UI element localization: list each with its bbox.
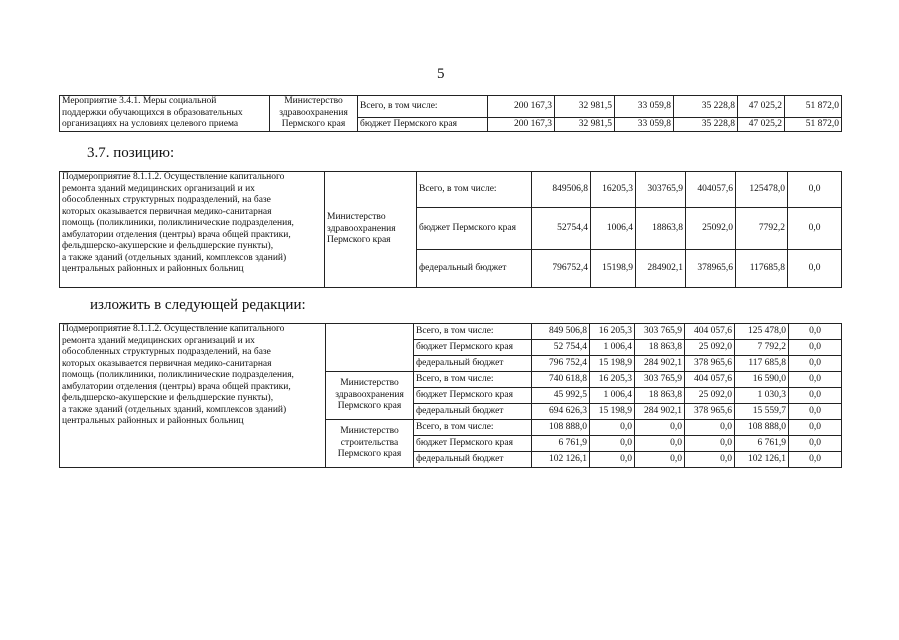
subevent-table-new <box>59 323 842 468</box>
value-cell: 125478,0 <box>736 172 788 208</box>
value-cell: 1 006,4 <box>590 388 635 404</box>
page-number: 5 <box>437 66 445 82</box>
value-cell: 16205,3 <box>591 172 636 208</box>
executor-cell: Министерство здравоохранения Пермского края <box>325 172 417 288</box>
value-cell: 15 198,9 <box>590 356 635 372</box>
value-cell: 0,0 <box>789 356 842 372</box>
value-cell: 0,0 <box>590 436 635 452</box>
value-cell: 6 761,9 <box>735 436 789 452</box>
value-cell: 0,0 <box>635 420 685 436</box>
measure-table-3-4-1 <box>59 95 842 132</box>
value-cell: 303765,9 <box>636 172 686 208</box>
value-cell: 0,0 <box>789 452 842 468</box>
executor-cell <box>326 324 414 372</box>
value-cell: 0,0 <box>789 404 842 420</box>
value-cell: 7792,2 <box>736 208 788 250</box>
value-cell: 0,0 <box>590 420 635 436</box>
value-cell: 0,0 <box>685 420 735 436</box>
value-cell: 284 902,1 <box>635 356 685 372</box>
funding-source: бюджет Пермского края <box>358 118 488 132</box>
funding-source: бюджет Пермского края <box>414 388 532 404</box>
value-cell: 25092,0 <box>686 208 736 250</box>
value-cell: 102 126,1 <box>735 452 789 468</box>
value-cell: 0,0 <box>789 324 842 340</box>
value-cell: 0,0 <box>788 172 842 208</box>
value-cell: 33 059,8 <box>615 96 674 118</box>
value-cell: 0,0 <box>685 452 735 468</box>
subevent-description: Подмероприятие 8.1.1.2. Осуществление капитального ремонта зданий медицинских организаций и их обособленных структурных подразделений, на базе которых оказывается первичная медико-санитарная помощь (поликлиники, поликлинические подразделения, амбулатории отделения (центры) врача общей практики, фельдшерско-акушерские и фельдшерские пункты), а также зданий (отдельных зданий, комплексов зданий) центральных районных и районных больниц <box>60 172 325 288</box>
executor-cell: Министерство строительства Пермского края <box>326 420 414 468</box>
funding-source: федеральный бюджет <box>417 250 532 288</box>
funding-source: Всего, в том числе: <box>414 324 532 340</box>
funding-source: федеральный бюджет <box>414 404 532 420</box>
value-cell: 1006,4 <box>591 208 636 250</box>
funding-source: Всего, в том числе: <box>414 372 532 388</box>
value-cell: 47 025,2 <box>738 96 785 118</box>
subevent-table-old <box>59 171 842 288</box>
value-cell: 35 228,8 <box>674 96 738 118</box>
funding-source: федеральный бюджет <box>414 356 532 372</box>
value-cell: 7 792,2 <box>735 340 789 356</box>
value-cell: 694 626,3 <box>532 404 590 420</box>
value-cell: 16 205,3 <box>590 324 635 340</box>
funding-source: бюджет Пермского края <box>414 340 532 356</box>
value-cell: 6 761,9 <box>532 436 590 452</box>
value-cell: 35 228,8 <box>674 118 738 132</box>
value-cell: 108 888,0 <box>735 420 789 436</box>
value-cell: 849 506,8 <box>532 324 590 340</box>
value-cell: 0,0 <box>685 436 735 452</box>
value-cell: 0,0 <box>789 420 842 436</box>
value-cell: 284 902,1 <box>635 404 685 420</box>
value-cell: 378965,6 <box>686 250 736 288</box>
value-cell: 0,0 <box>789 436 842 452</box>
value-cell: 18 863,8 <box>635 340 685 356</box>
value-cell: 18863,8 <box>636 208 686 250</box>
subevent-description: Подмероприятие 8.1.1.2. Осуществление капитального ремонта зданий медицинских организаций и их обособленных структурных подразделений, на базе которых оказывается первичная медико-санитарная помощь (поликлиники, поликлинические подразделения, амбулатории отделения (центры) врача общей практики, фельдшерско-акушерские и фельдшерские пункты), а также зданий (отдельных зданий, комплексов зданий) центральных районных и районных больниц <box>60 324 326 468</box>
value-cell: 102 126,1 <box>532 452 590 468</box>
funding-source: бюджет Пермского края <box>417 208 532 250</box>
value-cell: 0,0 <box>789 388 842 404</box>
value-cell: 0,0 <box>590 452 635 468</box>
value-cell: 125 478,0 <box>735 324 789 340</box>
value-cell: 47 025,2 <box>738 118 785 132</box>
value-cell: 51 872,0 <box>785 96 842 118</box>
value-cell: 18 863,8 <box>635 388 685 404</box>
value-cell: 0,0 <box>635 452 685 468</box>
value-cell: 25 092,0 <box>685 388 735 404</box>
value-cell: 117 685,8 <box>735 356 789 372</box>
value-cell: 1 006,4 <box>590 340 635 356</box>
value-cell: 849506,8 <box>532 172 591 208</box>
value-cell: 33 059,8 <box>615 118 674 132</box>
value-cell: 52 754,4 <box>532 340 590 356</box>
value-cell: 52754,4 <box>532 208 591 250</box>
value-cell: 15 559,7 <box>735 404 789 420</box>
value-cell: 404057,6 <box>686 172 736 208</box>
value-cell: 32 981,5 <box>555 118 615 132</box>
value-cell: 25 092,0 <box>685 340 735 356</box>
value-cell: 108 888,0 <box>532 420 590 436</box>
value-cell: 378 965,6 <box>685 356 735 372</box>
value-cell: 15198,9 <box>591 250 636 288</box>
value-cell: 200 167,3 <box>488 96 555 118</box>
value-cell: 200 167,3 <box>488 118 555 132</box>
value-cell: 0,0 <box>789 340 842 356</box>
funding-source: Всего, в том числе: <box>358 96 488 118</box>
executor-cell: Министерство здравоохранения Пермского края <box>326 372 414 420</box>
value-cell: 45 992,5 <box>532 388 590 404</box>
value-cell: 284902,1 <box>636 250 686 288</box>
funding-source: бюджет Пермского края <box>414 436 532 452</box>
value-cell: 0,0 <box>788 208 842 250</box>
value-cell: 15 198,9 <box>590 404 635 420</box>
value-cell: 404 057,6 <box>685 372 735 388</box>
value-cell: 117685,8 <box>736 250 788 288</box>
section-heading: 3.7. позицию: <box>87 145 175 161</box>
value-cell: 1 030,3 <box>735 388 789 404</box>
table-row <box>60 324 842 340</box>
funding-source: Всего, в том числе: <box>414 420 532 436</box>
value-cell: 303 765,9 <box>635 324 685 340</box>
value-cell: 378 965,6 <box>685 404 735 420</box>
value-cell: 32 981,5 <box>555 96 615 118</box>
section-heading: изложить в следующей редакции: <box>90 297 306 313</box>
value-cell: 16 205,3 <box>590 372 635 388</box>
value-cell: 740 618,8 <box>532 372 590 388</box>
executor-cell: Министерство здравоохранения Пермского края <box>270 96 358 132</box>
value-cell: 0,0 <box>789 372 842 388</box>
value-cell: 404 057,6 <box>685 324 735 340</box>
measure-description: Мероприятие 3.4.1. Меры социальной поддержки обучающихся в образовательных организациях на условиях целевого приема <box>60 96 270 132</box>
value-cell: 796 752,4 <box>532 356 590 372</box>
value-cell: 0,0 <box>635 436 685 452</box>
value-cell: 0,0 <box>788 250 842 288</box>
value-cell: 796752,4 <box>532 250 591 288</box>
value-cell: 16 590,0 <box>735 372 789 388</box>
value-cell: 303 765,9 <box>635 372 685 388</box>
funding-source: Всего, в том числе: <box>417 172 532 208</box>
funding-source: федеральный бюджет <box>414 452 532 468</box>
value-cell: 51 872,0 <box>785 118 842 132</box>
